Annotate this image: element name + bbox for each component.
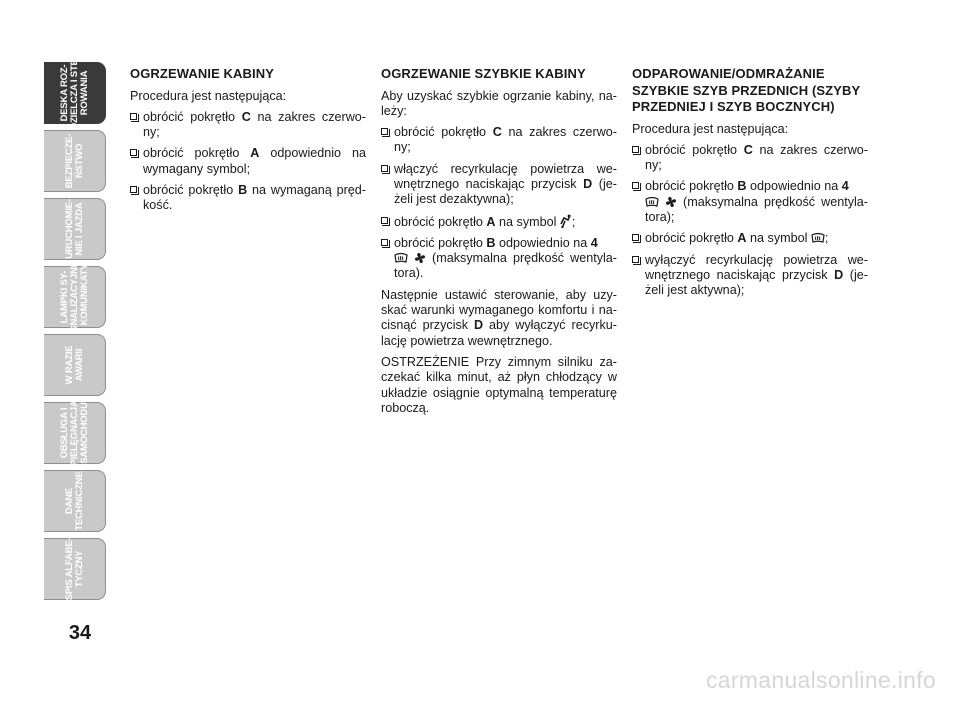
windscreen-defrost-icon bbox=[645, 196, 659, 208]
windscreen-defrost-icon bbox=[811, 232, 825, 244]
tab-label: DANE TECHNICZNE bbox=[63, 471, 85, 531]
tab-label: LAMPKI SY- GNALIZACYJNE I KOMUNIKATY bbox=[58, 261, 90, 333]
fan-icon bbox=[414, 252, 426, 264]
tab-label: URUCHOMIE- NIE I JAZDA bbox=[63, 199, 85, 259]
section-heading: ODPAROWANIE/ODMRAŻANIE SZYBKIE SZYB PRZEDNICH (SZYBY PRZEDNIEJ I SZYB BOCZNYCH) bbox=[632, 66, 861, 114]
tab-label: OBSŁUGA I PIELĘGNACJA SAMOCHODU bbox=[58, 400, 90, 466]
tab-bezpieczenstwo[interactable] bbox=[44, 130, 106, 192]
list-item: obrócić pokrętło C na zakres czerwo-ny; bbox=[632, 143, 868, 174]
checkbox-bullet-icon bbox=[632, 234, 639, 241]
section-odparowanie bbox=[632, 66, 868, 304]
checkbox-bullet-icon bbox=[381, 165, 388, 172]
intro-text: Procedura jest następująca: bbox=[130, 88, 287, 103]
checkbox-bullet-icon bbox=[381, 217, 388, 224]
checkbox-bullet-icon bbox=[632, 182, 639, 189]
section-heading: OGRZEWANIE KABINY bbox=[130, 66, 274, 81]
paragraph: Następnie ustawić sterowanie, aby uzy-skać warunki wymaganego komfortu i na-cisnąć przycisk D aby wyłączyć recyrku-lację powietrza wewnętrznego. bbox=[381, 287, 617, 348]
checkbox-bullet-icon bbox=[381, 128, 388, 135]
chapter-tabs bbox=[44, 56, 108, 606]
feet-airflow-icon bbox=[560, 214, 572, 228]
intro-text: Aby uzyskać szybkie ogrzanie kabiny, na-leży: bbox=[381, 88, 617, 118]
checkbox-bullet-icon bbox=[130, 186, 137, 193]
checkbox-bullet-icon bbox=[130, 149, 137, 156]
tab-label: W RAZIE AWARII bbox=[63, 345, 85, 385]
list-item: obrócić pokrętło B odpowiednio na 4 (maksymalna prędkość wentyla-tora); bbox=[632, 179, 868, 225]
windscreen-defrost-icon bbox=[394, 252, 408, 264]
checkbox-bullet-icon bbox=[632, 146, 639, 153]
checkbox-bullet-icon bbox=[632, 256, 639, 263]
warning-paragraph: OSTRZEŻENIE Przy zimnym silniku za-czekać kilka minut, aż płyn chłodzący w układzie osiągnie optymalną temperaturę roboczą. bbox=[381, 354, 617, 415]
tab-label: DESKA ROZ- DZIELCZA I STE- ROWANIA bbox=[58, 56, 90, 130]
step-list bbox=[130, 110, 366, 214]
page-number: 34 bbox=[68, 622, 92, 644]
list-item: włączyć recyrkulację powietrza we-wnętrznego naciskając przycisk D (je-żeli jest dezaktywna); bbox=[381, 162, 617, 208]
tab-uruchomienie[interactable] bbox=[44, 198, 106, 260]
tab-w-razie-awarii[interactable] bbox=[44, 334, 106, 396]
list-item: obrócić pokrętło B odpowiednio na 4 (maksymalna prędkość wentyla-tora). bbox=[381, 236, 617, 282]
list-item: obrócić pokrętło B na wymaganą pręd-kość. bbox=[130, 183, 366, 214]
checkbox-bullet-icon bbox=[381, 239, 388, 246]
tab-spis-alfabetyczny[interactable] bbox=[44, 538, 106, 600]
step-list bbox=[632, 143, 868, 299]
list-item: obrócić pokrętło A na symbol ; bbox=[381, 214, 617, 230]
tab-label: SPIS ALFABE- TYCZNY bbox=[63, 537, 85, 601]
step-list bbox=[381, 125, 617, 282]
list-item: obrócić pokrętło C na zakres czerwo-ny; bbox=[130, 110, 366, 141]
list-item: obrócić pokrętło C na zakres czerwo-ny; bbox=[381, 125, 617, 156]
section-heading: OGRZEWANIE SZYBKIE KABINY bbox=[381, 66, 586, 81]
tab-lampki[interactable] bbox=[44, 261, 106, 333]
tab-dane-techniczne[interactable] bbox=[44, 470, 106, 532]
list-item: obrócić pokrętło A odpowiednio na wymagany symbol; bbox=[130, 146, 366, 177]
section-ogrzewanie-szybkie bbox=[381, 66, 617, 422]
checkbox-bullet-icon bbox=[130, 113, 137, 120]
section-ogrzewanie-kabiny bbox=[130, 66, 366, 220]
intro-text: Procedura jest następująca: bbox=[632, 121, 789, 136]
tab-obsluga[interactable] bbox=[44, 402, 106, 464]
list-item: wyłączyć recyrkulację powietrza we-wnętrznego naciskając przycisk D (je-żeli jest aktywna); bbox=[632, 253, 868, 299]
fan-icon bbox=[665, 196, 677, 208]
list-item: obrócić pokrętło A na symbol ; bbox=[632, 231, 868, 246]
tab-deska-rozdzielcza[interactable] bbox=[44, 56, 106, 130]
tab-label: BEZPIECZE- ŃSTWO bbox=[63, 133, 85, 189]
watermark: carmanualsonline.info bbox=[705, 667, 936, 693]
